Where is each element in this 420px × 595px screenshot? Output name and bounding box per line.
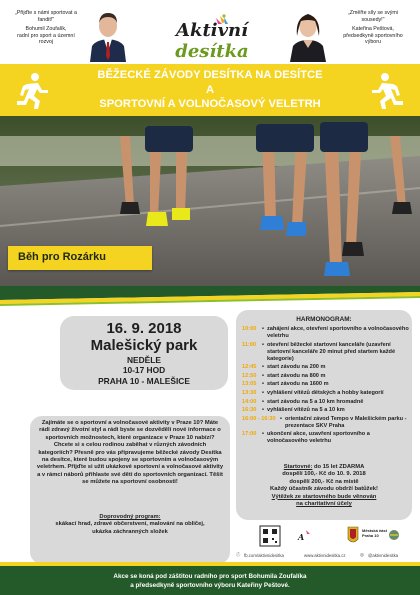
harmonogram-title: HARMONOGRAM: [296, 316, 352, 323]
harmonogram-description: orientační závod Tempo v Malešickém parku - prezentace SKV Praha [285, 415, 407, 429]
harmonogram-item [242, 381, 410, 388]
harmonogram-time: 13:05 [242, 381, 257, 388]
footer-line-2: a předsedkyně sportovního výboru Kateřiny Peštové. [130, 582, 290, 589]
aktivni-desitka-logo [142, 14, 282, 62]
harmonogram-time: 16:00 - 16:30 [242, 415, 276, 422]
quote-right-role: předsedkyně sportovního výboru [343, 32, 403, 46]
aktivni-desitka-small-logo [297, 530, 310, 542]
program-section [36, 514, 224, 536]
harmonogram-time: 10:00 [242, 326, 257, 332]
harmonogram-item [242, 390, 410, 397]
bullet-icon: • [262, 364, 264, 371]
quote-left-role: radní pro sport a územní rozvoj [17, 32, 75, 46]
event-day: NEDĚLE [127, 355, 161, 365]
harmonogram-description: zahájení akce, otevření sportovního a volnočasového veletrhu [267, 326, 409, 339]
runner-icon-left [14, 72, 50, 110]
harmonogram-item [242, 431, 410, 445]
photo-banner [8, 246, 152, 270]
event-district: PRAHA 10 - MALEŠICE [98, 376, 190, 386]
harmonogram-description: start závodu na 200 m [267, 364, 326, 371]
bullet-icon: • [280, 415, 282, 422]
harmonogram-list [242, 326, 410, 445]
program-line-2: ukázka záchranných složek [92, 528, 168, 535]
fee-line-1 [240, 464, 408, 471]
web-link[interactable]: www.aktivnidesitka.cz [304, 553, 346, 558]
quote-right [340, 10, 406, 46]
fee-line-6: na charitativní účely [296, 501, 352, 508]
logo-part-1: Aktivní [176, 20, 248, 41]
bullet-icon: • [262, 341, 264, 348]
bullet-icon: • [262, 431, 264, 438]
program-line-1: skákací hrad, zdravé občerstvení, malování na obličej, [55, 521, 205, 528]
bullet-icon: • [262, 389, 264, 396]
event-title [60, 68, 360, 112]
quote-right-name: Kateřina Peštová, [352, 26, 394, 33]
event-hours: 10-17 HOD [122, 365, 166, 375]
quote-right-text: „Změřte síly se svými sousedy!" [347, 10, 399, 23]
program-title: Doprovodný program: [99, 514, 161, 520]
harmonogram-description: start závodu na 1600 m [267, 381, 329, 388]
fee-title: Startovné: [283, 464, 313, 470]
bullet-icon: • [262, 381, 264, 388]
svg-text:A: A [298, 532, 305, 542]
portrait-bohumil-zoufalik [88, 6, 128, 62]
harmonogram-time: 17:00 [242, 431, 257, 438]
harmonogram-description: vyhlášení vítězů dětských a hobby kategorií [267, 389, 384, 396]
portrait-katerina-pestova [288, 6, 328, 62]
facebook-link[interactable]: fb.com/aktivnidesitka [244, 553, 284, 558]
quote-left-name: Bohumil Zoufalík, [25, 26, 67, 33]
bullet-icon: • [262, 326, 264, 332]
harmonogram-description: start závodu na 5 a 10 km hromadně [267, 398, 364, 405]
logo-text [142, 20, 282, 62]
harmonogram-time: 12:50 [242, 372, 257, 379]
event-title-line-2: A [205, 83, 215, 96]
header [0, 0, 420, 64]
event-title-line-3: SPORTOVNÍ A VOLNOČASOVÝ VELETRH [99, 98, 321, 110]
event-info-box [60, 316, 228, 390]
harmonogram-box [236, 310, 412, 520]
logo-part-2: desítka [175, 41, 249, 62]
quote-left-text: „Přijďte s námi sportovat a fandit!" [15, 10, 77, 23]
photo-banner-text: Běh pro Rozárku [18, 251, 107, 263]
harmonogram-description: start závodu na 800 m [267, 372, 326, 379]
harmonogram-description: ukončení akce, uzavření sportovního a volnočasového veletrhu [267, 431, 370, 445]
quote-left [14, 10, 78, 46]
event-date: 16. 9. 2018 [106, 320, 182, 337]
social-links [236, 552, 416, 562]
harmonogram-description: vyhlášení vítězů na 5 a 10 km [267, 407, 345, 414]
harmonogram-time: 14:00 [242, 398, 257, 405]
info-text: Zajímáte se o sportovní a volnočasové aktivity v Praze 10? Máte rádi zdravý životní styl a rádi byste se dozvěděli nové informace o sportovních možnostech, které organizace v Praze 10 nabízí? Chcete si s celou rodinou zaběhat v různých závodních kategoriích? Přesně pro vás připravujeme běžecké závody Desítka na desítce, které budou spojeny se sportovním a volnočasovým veletrhem. Přijďte si užít ukázkové sportovní a volnočasové aktivity a v rámci náborů přihlaste své děti do sportovních organizací. Těšit se můžete na sportovní osobnosti! [36, 420, 224, 486]
event-place: Malešický park [90, 337, 198, 354]
qr-code-icon [260, 526, 280, 546]
instagram-icon: ◎ [360, 552, 364, 557]
bullet-icon: • [262, 398, 264, 405]
runner-icon-right [370, 72, 406, 110]
harmonogram-item [242, 364, 410, 371]
harmonogram-item [242, 416, 410, 430]
harmonogram-description: otevření běžecké startovní kanceláře (uzavření startovní kanceláře 20 minut před startem každé kategorie) [267, 341, 396, 362]
fee-line-4: Každý účastník závodu obdrží batůžek! [270, 486, 378, 493]
praha-10-coat-of-arms-icon [348, 527, 358, 542]
harmonogram-item [242, 407, 410, 414]
decorative-stripes [0, 286, 420, 310]
fee-section [240, 464, 408, 508]
event-title-line-1: BĚŽECKÉ ZÁVODY DESÍTKA NA DESÍTCE [97, 69, 323, 81]
info-box [30, 416, 230, 564]
bullet-icon: • [262, 372, 264, 379]
harmonogram-item [242, 373, 410, 380]
harmonogram-time: 13:30 [242, 389, 257, 396]
fee-line-3: dospělí 200,- Kč na místě [289, 478, 359, 485]
fee-free: do 15 let ZDARMA [314, 464, 365, 470]
title-band [0, 64, 420, 116]
bullet-icon: • [262, 407, 264, 414]
harmonogram-item [242, 399, 410, 406]
facebook-icon: ⓕ [236, 552, 241, 557]
fee-line-2: dospělí 100,- Kč do 10. 9. 2018 [282, 471, 366, 478]
footer-line-1: Akce se koná pod záštitou radního pro sport Bohumila Zoufalíka [113, 573, 307, 580]
harmonogram-time: 11:00 [242, 341, 256, 348]
instagram-link[interactable]: @aktivnidesitka [368, 553, 399, 558]
harmonogram-item [242, 326, 410, 340]
runners-photo [0, 116, 420, 286]
fee-line-5: Výtěžek ze startovného bude věnován [271, 493, 377, 500]
harmonogram-time: 16:30 [242, 407, 257, 414]
harmonogram-item [242, 342, 410, 363]
footer [0, 566, 420, 595]
harmonogram-time: 12:45 [242, 364, 257, 371]
city-logo-text: Městská část Praha 10 [362, 528, 387, 538]
